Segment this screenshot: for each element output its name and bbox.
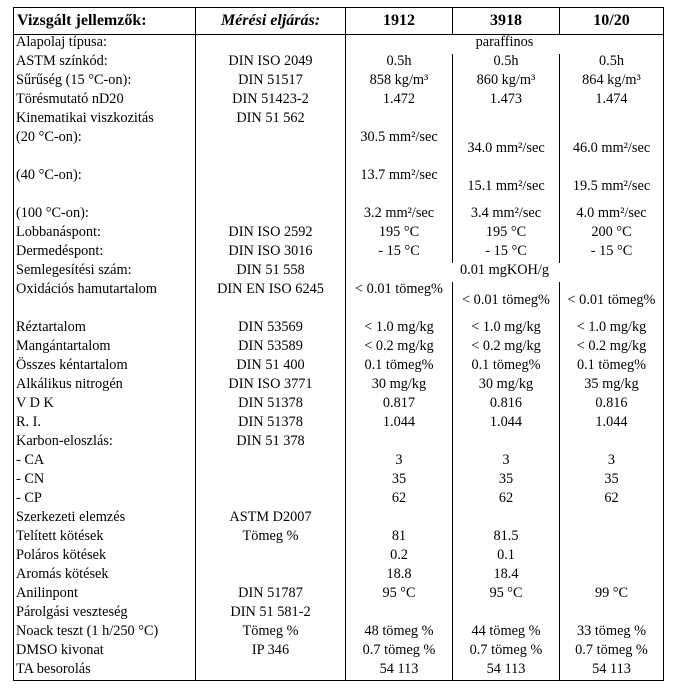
value-3918: 1.473 <box>453 92 560 111</box>
row-label: Telített kötések <box>14 529 196 548</box>
row-label: Alapolaj típusa: <box>14 35 196 54</box>
value-3918: 0.5h <box>453 54 560 73</box>
table-row <box>14 472 664 491</box>
row-label: R. I. <box>14 415 196 434</box>
table-row <box>14 377 664 396</box>
table-row <box>14 510 664 529</box>
value-3918: 62 <box>453 491 560 510</box>
row-method: DIN 53569 <box>196 320 346 339</box>
value-3918: 0.1 tömeg% <box>453 358 560 377</box>
row-value-span: paraffinos <box>346 35 664 54</box>
row-label: Noack teszt (1 h/250 °C) <box>14 624 196 643</box>
table-header-row <box>14 8 664 35</box>
value-1912 <box>346 111 453 130</box>
value-1020 <box>560 567 664 586</box>
table-row <box>14 244 664 263</box>
row-label: Lobbanáspont: <box>14 225 196 244</box>
value-1020 <box>560 529 664 548</box>
row-method <box>196 662 346 681</box>
value-1020: 62 <box>560 491 664 510</box>
row-label: - CP <box>14 491 196 510</box>
value-1020: 33 tömeg % <box>560 624 664 643</box>
table-row <box>14 529 664 548</box>
value-1020: 35 mg/kg <box>560 377 664 396</box>
row-method: DIN EN ISO 6245 <box>196 282 346 320</box>
value-3918: 54 113 <box>453 662 560 681</box>
value-3918: 18.4 <box>453 567 560 586</box>
row-label: Mangántartalom <box>14 339 196 358</box>
value-3918: 35 <box>453 472 560 491</box>
value-3918: < 0.2 mg/kg <box>453 339 560 358</box>
value-1020 <box>560 510 664 529</box>
table-row <box>14 548 664 567</box>
value-1912: 13.7 mm²/sec <box>346 168 453 206</box>
value-3918: 81.5 <box>453 529 560 548</box>
value-1020: < 1.0 mg/kg <box>560 320 664 339</box>
row-label: (100 °C-on): <box>14 206 196 225</box>
row-method: DIN 51787 <box>196 586 346 605</box>
value-1912: < 1.0 mg/kg <box>346 320 453 339</box>
value-3918 <box>453 111 560 130</box>
value-3918: - 15 °C <box>453 244 560 263</box>
table-row <box>14 263 664 282</box>
row-method: ASTM D2007 <box>196 510 346 529</box>
value-1020: 0.7 tömeg % <box>560 643 664 662</box>
value-1020: 35 <box>560 472 664 491</box>
row-label: Párolgási veszteség <box>14 605 196 624</box>
value-1020: < 0.01 tömeg% <box>560 282 664 320</box>
value-3918: 1.044 <box>453 415 560 434</box>
table-row <box>14 339 664 358</box>
value-1020: 46.0 mm²/sec <box>560 130 664 168</box>
table-row <box>14 624 664 643</box>
value-3918 <box>453 434 560 453</box>
row-label: - CA <box>14 453 196 472</box>
value-1912: 0.817 <box>346 396 453 415</box>
spec-document <box>13 7 663 681</box>
value-3918: < 1.0 mg/kg <box>453 320 560 339</box>
value-1020: < 0.2 mg/kg <box>560 339 664 358</box>
value-1912: 35 <box>346 472 453 491</box>
value-1020: 0.5h <box>560 54 664 73</box>
value-1020 <box>560 111 664 130</box>
row-label: Réztartalom <box>14 320 196 339</box>
value-1020 <box>560 434 664 453</box>
value-1912: < 0.2 mg/kg <box>346 339 453 358</box>
row-label: Összes kéntartalom <box>14 358 196 377</box>
value-3918: 44 tömeg % <box>453 624 560 643</box>
table-row <box>14 35 664 54</box>
value-3918: 30 mg/kg <box>453 377 560 396</box>
row-method: DIN ISO 2592 <box>196 225 346 244</box>
value-1912: - 15 °C <box>346 244 453 263</box>
value-3918: 0.7 tömeg % <box>453 643 560 662</box>
table-row <box>14 567 664 586</box>
row-method <box>196 130 346 168</box>
row-label: Anilinpont <box>14 586 196 605</box>
value-1912 <box>346 434 453 453</box>
header-method: Mérési eljárás: <box>196 8 346 35</box>
row-label: (40 °C-on): <box>14 168 196 206</box>
value-1020: 3 <box>560 453 664 472</box>
row-label: V D K <box>14 396 196 415</box>
value-3918: < 0.01 tömeg% <box>453 282 560 320</box>
row-method <box>196 472 346 491</box>
table-body <box>14 35 664 681</box>
row-method: DIN 51 558 <box>196 263 346 282</box>
value-1020: 1.044 <box>560 415 664 434</box>
row-label: ASTM színkód: <box>14 54 196 73</box>
row-label: Törésmutató nD20 <box>14 92 196 111</box>
table-row <box>14 168 664 206</box>
value-1912: 54 113 <box>346 662 453 681</box>
table-row <box>14 130 664 168</box>
table-row <box>14 586 664 605</box>
value-1020: 19.5 mm²/sec <box>560 168 664 206</box>
row-method <box>196 168 346 206</box>
value-1912: 30 mg/kg <box>346 377 453 396</box>
value-1020: - 15 °C <box>560 244 664 263</box>
value-1912: 30.5 mm²/sec <box>346 130 453 168</box>
row-method: DIN ISO 3771 <box>196 377 346 396</box>
row-method: DIN 51378 <box>196 396 346 415</box>
row-method: DIN 51378 <box>196 415 346 434</box>
value-1912: 62 <box>346 491 453 510</box>
value-1020: 99 °C <box>560 586 664 605</box>
row-method: DIN 51 581-2 <box>196 605 346 624</box>
table-row <box>14 111 664 130</box>
properties-table <box>13 7 664 681</box>
row-label: (20 °C-on): <box>14 130 196 168</box>
table-row <box>14 491 664 510</box>
table-row <box>14 225 664 244</box>
value-1912: 1.044 <box>346 415 453 434</box>
table-row <box>14 415 664 434</box>
value-3918: 95 °C <box>453 586 560 605</box>
table-row <box>14 73 664 92</box>
table-row <box>14 643 664 662</box>
row-method: DIN 51 400 <box>196 358 346 377</box>
row-method: IP 346 <box>196 643 346 662</box>
row-method: DIN 51 562 <box>196 111 346 130</box>
row-method: Tömeg % <box>196 529 346 548</box>
row-label: Aromás kötések <box>14 567 196 586</box>
value-1912 <box>346 605 453 624</box>
table-row <box>14 358 664 377</box>
value-1912: 95 °C <box>346 586 453 605</box>
table-row <box>14 320 664 339</box>
value-3918: 15.1 mm²/sec <box>453 168 560 206</box>
row-method: DIN 53589 <box>196 339 346 358</box>
header-1020: 10/20 <box>560 8 664 35</box>
row-value-span: 0.01 mgKOH/g <box>346 263 664 282</box>
value-1912: 195 °C <box>346 225 453 244</box>
table-row <box>14 92 664 111</box>
header-3918: 3918 <box>453 8 560 35</box>
value-1912: 0.2 <box>346 548 453 567</box>
row-label: - CN <box>14 472 196 491</box>
row-method <box>196 567 346 586</box>
table-row <box>14 453 664 472</box>
row-method: DIN 51 378 <box>196 434 346 453</box>
value-3918: 3 <box>453 453 560 472</box>
row-method <box>196 548 346 567</box>
value-1020 <box>560 605 664 624</box>
table-row <box>14 662 664 681</box>
row-label: DMSO kivonat <box>14 643 196 662</box>
row-label: Szerkezeti elemzés <box>14 510 196 529</box>
row-label: Sűrűség (15 °C-on): <box>14 73 196 92</box>
row-label: Oxidációs hamutartalom <box>14 282 196 320</box>
value-1020: 1.474 <box>560 92 664 111</box>
value-1020: 54 113 <box>560 662 664 681</box>
value-1912: 1.472 <box>346 92 453 111</box>
row-label: Kinematikai viszkozitás <box>14 111 196 130</box>
value-1912: < 0.01 tömeg% <box>346 282 453 320</box>
row-method <box>196 491 346 510</box>
value-1912: 3 <box>346 453 453 472</box>
value-1912: 18.8 <box>346 567 453 586</box>
table-row <box>14 434 664 453</box>
value-1020: 4.0 mm²/sec <box>560 206 664 225</box>
row-method <box>196 206 346 225</box>
value-3918: 3.4 mm²/sec <box>453 206 560 225</box>
value-1020: 200 °C <box>560 225 664 244</box>
row-method: DIN 51517 <box>196 73 346 92</box>
value-1912: 3.2 mm²/sec <box>346 206 453 225</box>
value-1912: 0.1 tömeg% <box>346 358 453 377</box>
value-1020: 0.1 tömeg% <box>560 358 664 377</box>
table-row <box>14 605 664 624</box>
value-1912 <box>346 510 453 529</box>
value-3918: 0.1 <box>453 548 560 567</box>
row-method: Tömeg % <box>196 624 346 643</box>
row-method <box>196 35 346 54</box>
row-method: DIN 51423-2 <box>196 92 346 111</box>
value-1912: 0.5h <box>346 54 453 73</box>
row-method: DIN ISO 2049 <box>196 54 346 73</box>
row-label: Dermedéspont: <box>14 244 196 263</box>
table-row <box>14 282 664 320</box>
row-label: TA besorolás <box>14 662 196 681</box>
row-method <box>196 453 346 472</box>
value-1912: 858 kg/m³ <box>346 73 453 92</box>
value-3918: 0.816 <box>453 396 560 415</box>
value-1912: 48 tömeg % <box>346 624 453 643</box>
table-row <box>14 206 664 225</box>
header-param: Vizsgált jellemzők: <box>14 8 196 35</box>
value-3918: 195 °C <box>453 225 560 244</box>
value-3918: 34.0 mm²/sec <box>453 130 560 168</box>
row-label: Alkálikus nitrogén <box>14 377 196 396</box>
value-1912: 81 <box>346 529 453 548</box>
value-1020: 864 kg/m³ <box>560 73 664 92</box>
table-row <box>14 396 664 415</box>
value-3918: 860 kg/m³ <box>453 73 560 92</box>
header-1912: 1912 <box>346 8 453 35</box>
row-method: DIN ISO 3016 <box>196 244 346 263</box>
value-3918 <box>453 510 560 529</box>
value-3918 <box>453 605 560 624</box>
table-row <box>14 54 664 73</box>
row-label: Semlegesítési szám: <box>14 263 196 282</box>
value-1020: 0.816 <box>560 396 664 415</box>
value-1912: 0.7 tömeg % <box>346 643 453 662</box>
row-label: Karbon-eloszlás: <box>14 434 196 453</box>
row-label: Poláros kötések <box>14 548 196 567</box>
value-1020 <box>560 548 664 567</box>
